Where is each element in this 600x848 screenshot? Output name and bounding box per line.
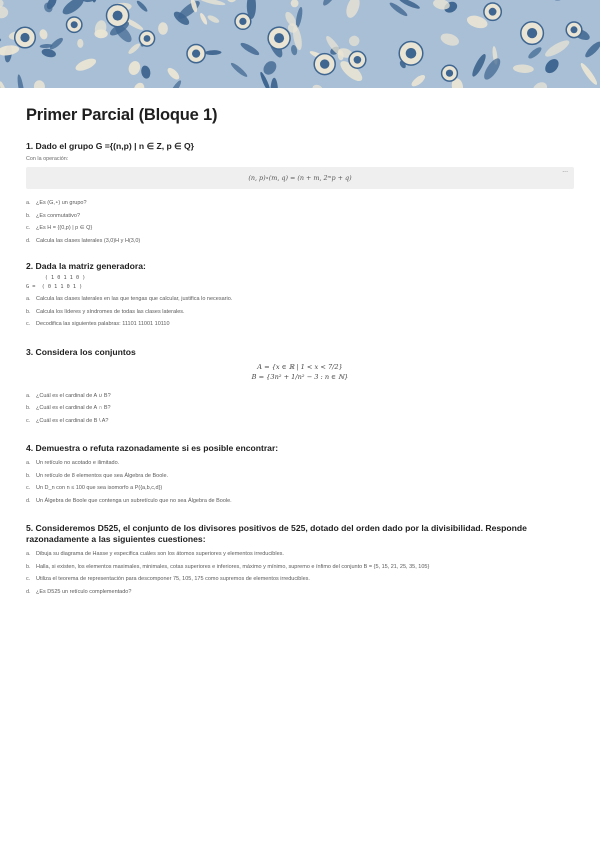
list-marker: b.: [26, 405, 31, 411]
list-item-text: ¿Cuál es el cardinal de A ∩ B?: [36, 405, 111, 411]
set-a-definition: A = {x ∈ ℝ | 1 < x < 7/2}: [257, 362, 343, 371]
list-item-text: ¿Es (G,∘) un grupo?: [36, 200, 87, 206]
formula-block: [26, 167, 574, 189]
document-body: [26, 106, 574, 598]
question-2-heading: 2. Dada la matriz generadora:: [26, 261, 146, 271]
list-item-text: ¿Cuál es el cardinal de A ∪ B?: [36, 392, 111, 399]
question-4-heading: 4. Demuestra o refuta razonadamente si es posible encontrar:: [26, 443, 279, 453]
question-5: [26, 523, 574, 598]
list-item-text: ¿Cuál es el cardinal de B \ A?: [36, 417, 109, 424]
question-3-heading: 3. Considera los conjuntos: [26, 346, 136, 357]
list-marker: d.: [26, 497, 31, 504]
list-item-text: Un retículo no acotado e ilimitado.: [36, 460, 120, 466]
list-item: [26, 457, 574, 470]
list-marker: a.: [26, 460, 31, 466]
list-item: [26, 495, 574, 508]
list-item-text: Un D_n con n ≤ 100 que sea isomorfo a P({a,b,c,d}): [36, 485, 163, 491]
list-item-text: ¿Es conmutativo?: [36, 212, 81, 219]
question-3-items: [26, 390, 574, 428]
list-marker: d.: [26, 237, 31, 244]
list-marker: c.: [26, 225, 31, 231]
floral-pattern-image: [0, 0, 600, 88]
list-marker: c.: [26, 321, 31, 327]
question-1-heading: 1. Dado el grupo G ={(n,p) | n ∈ Z, p ∈ Q}: [26, 141, 195, 151]
list-marker: d.: [26, 588, 31, 595]
list-item: [26, 318, 574, 331]
question-5-heading: 5. Consideremos D525, el conjunto de los divisores positivos de 525, dotado del orden dado por la divisibilidad. Responde razonadamente a las siguientes cuestiones:: [26, 523, 527, 544]
list-marker: a.: [26, 296, 31, 302]
list-marker: b.: [26, 308, 31, 315]
list-item: [26, 573, 574, 586]
list-marker: b.: [26, 212, 31, 219]
list-marker: c.: [26, 417, 31, 424]
list-item-text: Calcula las clases laterales (3,0)H y H(3,0): [36, 237, 141, 244]
question-5-items: [26, 548, 574, 598]
list-item: [26, 210, 574, 223]
question-1-subtext: Con la operación:: [26, 156, 69, 162]
question-1-items: [26, 197, 574, 247]
list-item: [26, 470, 574, 483]
set-definitions: [26, 362, 574, 382]
list-item-text: Un Álgebra de Boole que contenga un subretículo que no sea Álgebra de Boole.: [36, 497, 232, 504]
list-item-text: Decodifica las siguientes palabras: 11101 11001 10110: [36, 321, 170, 327]
matrix-row: G = ( 0 1 1 0 1 ): [26, 284, 83, 290]
list-item: [26, 306, 574, 319]
list-item: [26, 586, 574, 599]
list-item: [26, 548, 574, 561]
list-item-text: Calcula los líderes y síndromes de todas las clases laterales.: [36, 308, 185, 315]
list-marker: b.: [26, 472, 31, 479]
question-4: [26, 443, 574, 507]
list-marker: a.: [26, 392, 31, 399]
list-item-text: Halla, si existen, los elementos maximales, minimales, cotas superiores e inferiores, máximo y mínimo, supremo e ínfimo del conjunto B = {5, 15, 21, 25, 35, 105}: [36, 563, 430, 570]
matrix-row: ( 1 0 1 1 0 ): [26, 275, 86, 281]
list-item-text: Calcula las clases laterales en las que tengas que calcular, justifica lo necesario.: [36, 296, 233, 302]
list-item-text: Un retículo de 8 elementos que sea Álgebra de Boole.: [36, 472, 169, 479]
page-title: Primer Parcial (Bloque 1): [26, 106, 218, 124]
list-item: [26, 197, 574, 210]
list-item-text: Utiliza el teorema de representación para descomponer 75, 105, 175 como supremos de elementos irreducibles.: [36, 576, 310, 582]
list-marker: a.: [26, 551, 31, 557]
formula-text: (n, p)∘(m, q) = (n + m, 2ᵐp + q): [248, 174, 352, 182]
list-item-text: Dibuja su diagrama de Hasse y especifica cuáles son los átomos superiores y elementos irreducibles.: [36, 551, 284, 557]
list-item: [26, 415, 574, 428]
question-3: [26, 347, 574, 428]
list-item: [26, 235, 574, 248]
list-marker: c.: [26, 485, 31, 491]
list-item-text: ¿Es D525 un retículo complementado?: [36, 588, 132, 595]
more-options-icon[interactable]: ···: [562, 169, 568, 176]
list-item: [26, 482, 574, 495]
list-item: [26, 293, 574, 306]
list-marker: a.: [26, 200, 31, 206]
question-1: [26, 141, 574, 247]
list-item: [26, 561, 574, 574]
set-b-definition: B = {3n² + 1/n² − 3 : n ∈ ℕ}: [251, 372, 349, 381]
list-marker: c.: [26, 576, 31, 582]
cover-banner: [0, 0, 600, 88]
list-item: [26, 390, 574, 403]
list-item: [26, 402, 574, 415]
list-item: [26, 222, 574, 235]
list-marker: b.: [26, 563, 31, 570]
question-2-items: [26, 293, 574, 331]
question-4-items: [26, 457, 574, 507]
list-item-text: ¿Es H = {(0,p) | p ∈ Q}: [36, 225, 93, 231]
question-2: [26, 261, 574, 331]
